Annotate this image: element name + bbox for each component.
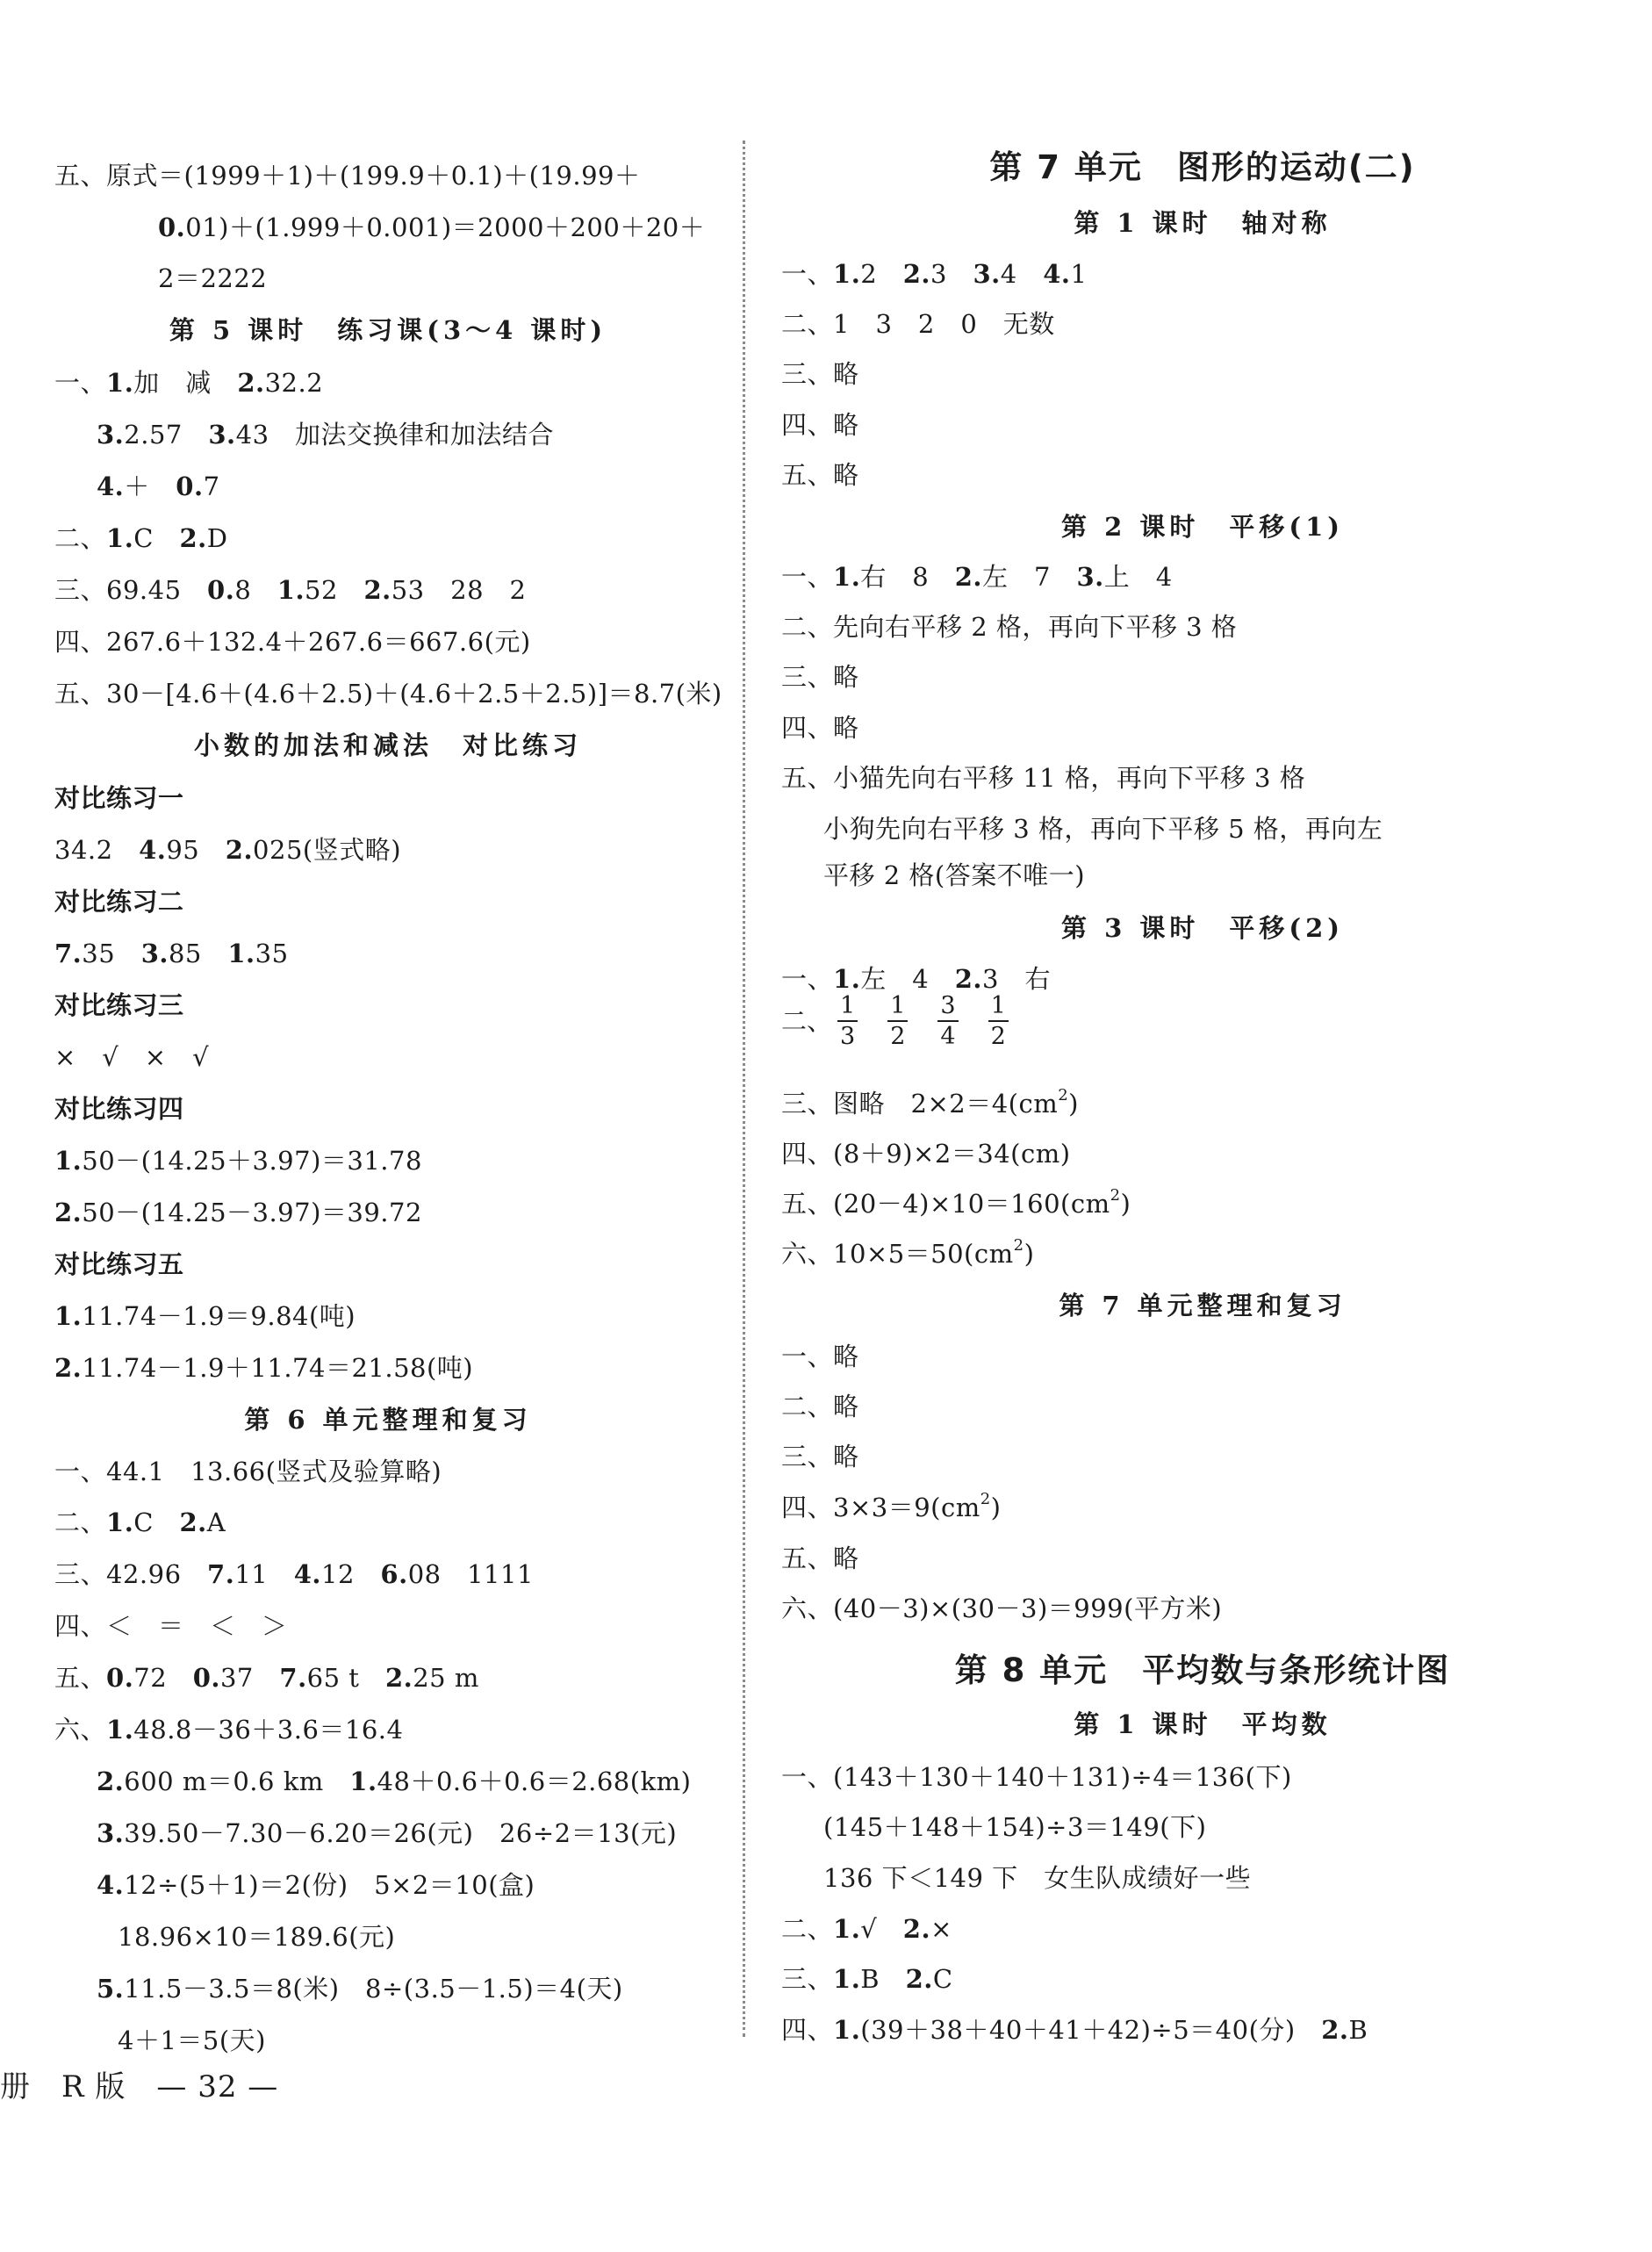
section-heading: 第 1 课时 轴对称 — [1074, 208, 1332, 238]
answer-line: 五、略 — [781, 1543, 859, 1573]
fraction-numerator: 1 — [837, 994, 858, 1022]
section-heading: 第 1 课时 平均数 — [1074, 1709, 1332, 1739]
answer-line: 一、1.左 4 2.3 右 — [781, 964, 1051, 994]
answer-line: 二、1.C 2.A — [54, 1507, 226, 1537]
answer-line: 4.12÷(5＋1)＝2(份) 5×2＝10(盒) — [97, 1870, 535, 1900]
section-heading: 第 2 课时 平移(1) — [1061, 512, 1344, 542]
section-heading: 第 5 课时 练习课(3～4 课时) — [169, 315, 607, 345]
answer-line: 2.50－(14.25－3.97)＝39.72 — [54, 1198, 422, 1227]
answer-line: 五、原式＝(1999＋1)＋(199.9＋0.1)＋(19.99＋ — [54, 161, 641, 191]
unit-heading: 第 8 单元 平均数与条形统计图 — [954, 1651, 1451, 1689]
column-divider — [743, 140, 745, 2037]
exercise-group-label: 对比练习一 — [54, 783, 184, 813]
answer-line: 7.35 3.85 1.35 — [54, 939, 289, 968]
answer-line: 三、略 — [781, 662, 859, 692]
fraction-numerator: 1 — [887, 994, 908, 1022]
answer-line: 小狗先向右平移 3 格，再向下平移 5 格，再向左 — [823, 814, 1383, 844]
answer-line: 六、1.48.8－36＋3.6＝16.4 — [54, 1715, 404, 1745]
fraction-denominator: 4 — [940, 1023, 956, 1050]
answer-line: 一、1.右 8 2.左 7 3.上 4 — [781, 562, 1173, 592]
answer-line: 二、1.C 2.D — [54, 523, 228, 553]
answer-line: 三、1.B 2.C — [781, 1964, 953, 1994]
answer-line: 四、(8＋9)×2＝34(cm) — [781, 1139, 1071, 1169]
fraction — [837, 994, 858, 1048]
answer-line: (145＋148＋154)÷3＝149(下) — [823, 1812, 1207, 1842]
answer-line: 3.39.50－7.30－6.20＝26(元) 26÷2＝13(元) — [97, 1818, 678, 1848]
answer-line: 2＝2222 — [158, 263, 268, 293]
answer-line: 五、0.72 0.37 7.65 t 2.25 m — [54, 1663, 479, 1693]
answer-line: 五、$(20-4)\times 10=160(cm^2)$ — [781, 1186, 1131, 1219]
answer-line: 四、267.6＋132.4＋267.6＝667.6(元) — [54, 627, 531, 657]
fraction — [887, 994, 908, 1048]
fraction-denominator: 2 — [890, 1023, 906, 1050]
answer-line: 5.11.5－3.5＝8(米) 8÷(3.5－1.5)＝4(天) — [97, 1974, 623, 2004]
section-heading: 小数的加法和减法 对比练习 — [193, 730, 582, 760]
page-footer: 册 R 版 — 32 — — [0, 2069, 279, 2105]
answer-line: 平移 2 格(答案不唯一) — [823, 860, 1086, 890]
answer-line: 三、略 — [781, 1442, 859, 1471]
exercise-group-label: 对比练习三 — [54, 990, 184, 1020]
exercise-group-label: 对比练习二 — [54, 887, 184, 917]
answer-line: 四、＜ ＝ ＜ ＞ — [54, 1611, 288, 1641]
answer-line: 二、1 3 2 0 无数 — [781, 309, 1055, 339]
answer-line: 二、略 — [781, 1392, 859, 1421]
answer-line: 三、略 — [781, 359, 859, 389]
answer-line: 0.01)＋(1.999＋0.001)＝2000＋200＋20＋ — [158, 212, 706, 242]
unit-heading: 第 7 单元 图形的运动(二) — [989, 148, 1416, 186]
answer-line: 二、先向右平移 2 格，再向下平移 3 格 — [781, 612, 1238, 642]
answer-line: 一、1.2 2.3 3.4 4.1 — [781, 259, 1088, 289]
answer-line: 34.2 4.95 2.025(竖式略) — [54, 835, 402, 865]
answer-line: 三、42.96 7.11 4.12 6.08 1111 — [54, 1559, 534, 1589]
fraction-numerator: 3 — [937, 994, 958, 1022]
section-heading: 第 3 课时 平移(2) — [1061, 913, 1344, 943]
exercise-group-label: 对比练习四 — [54, 1094, 184, 1124]
answer-line: 四、1.(39＋38＋40＋41＋42)÷5＝40(分) 2.B — [781, 2015, 1368, 2045]
answer-line: 2.11.74－1.9＋11.74＝21.58(吨) — [54, 1353, 474, 1383]
section-heading: 第 6 单元整理和复习 — [244, 1405, 532, 1435]
fraction-answer-line — [781, 994, 1038, 1048]
answer-line: 4.＋ 0.7 — [97, 471, 220, 501]
answer-line: 4＋1＝5(天) — [118, 2025, 266, 2055]
answer-line: 1.11.74－1.9＝9.84(吨) — [54, 1301, 356, 1331]
answer-line: 136 下＜149 下 女生队成绩好一些 — [823, 1863, 1252, 1893]
fraction-denominator: 2 — [990, 1023, 1006, 1050]
answer-line: 一、1.加 减 2.32.2 — [54, 368, 324, 398]
answer-line: 五、30－[4.6＋(4.6＋2.5)＋(4.6＋2.5＋2.5)]＝8.7(米) — [54, 679, 722, 709]
answer-line: 五、略 — [781, 460, 859, 490]
exercise-group-label: 对比练习五 — [54, 1249, 184, 1279]
answer-line: 2.600 m＝0.6 km 1.48＋0.6＋0.6＝2.68(km) — [97, 1766, 692, 1796]
answer-line: 六、(40－3)×(30－3)＝999(平方米) — [781, 1594, 1223, 1623]
fraction — [988, 994, 1009, 1048]
answer-line: 一、略 — [781, 1342, 859, 1371]
answer-line: 3.2.57 3.43 加法交换律和加法结合 — [97, 420, 555, 450]
answer-line: 四、$3\times 3=9(cm^2)$ — [781, 1490, 1002, 1522]
answer-line: 三、图略 $2\times 2=4(cm^2)$ — [781, 1086, 1079, 1119]
answer-line: 三、69.45 0.8 1.52 2.53 28 2 — [54, 575, 527, 605]
answer-line: 18.96×10＝189.6(元) — [118, 1922, 396, 1952]
answer-line: 四、略 — [781, 410, 859, 440]
answer-line: 一、(143＋130＋140＋131)÷4＝136(下) — [781, 1762, 1292, 1792]
fraction — [937, 994, 958, 1048]
fraction-denominator: 3 — [840, 1023, 856, 1050]
answer-label: 二、 — [781, 1005, 833, 1036]
answer-line: 一、44.1 13.66(竖式及验算略) — [54, 1457, 442, 1486]
fraction-numerator: 1 — [988, 994, 1009, 1022]
answer-line: 五、小猫先向右平移 11 格，再向下平移 3 格 — [781, 763, 1306, 793]
answer-line: × √ × √ — [54, 1042, 210, 1072]
answer-line: 1.50－(14.25＋3.97)＝31.78 — [54, 1146, 422, 1176]
answer-line: 四、略 — [781, 713, 859, 743]
answer-line: 二、1.√ 2.× — [781, 1914, 952, 1944]
section-heading: 第 7 单元整理和复习 — [1059, 1291, 1347, 1320]
answer-line: 六、$10\times 5=50(cm^2)$ — [781, 1236, 1035, 1269]
